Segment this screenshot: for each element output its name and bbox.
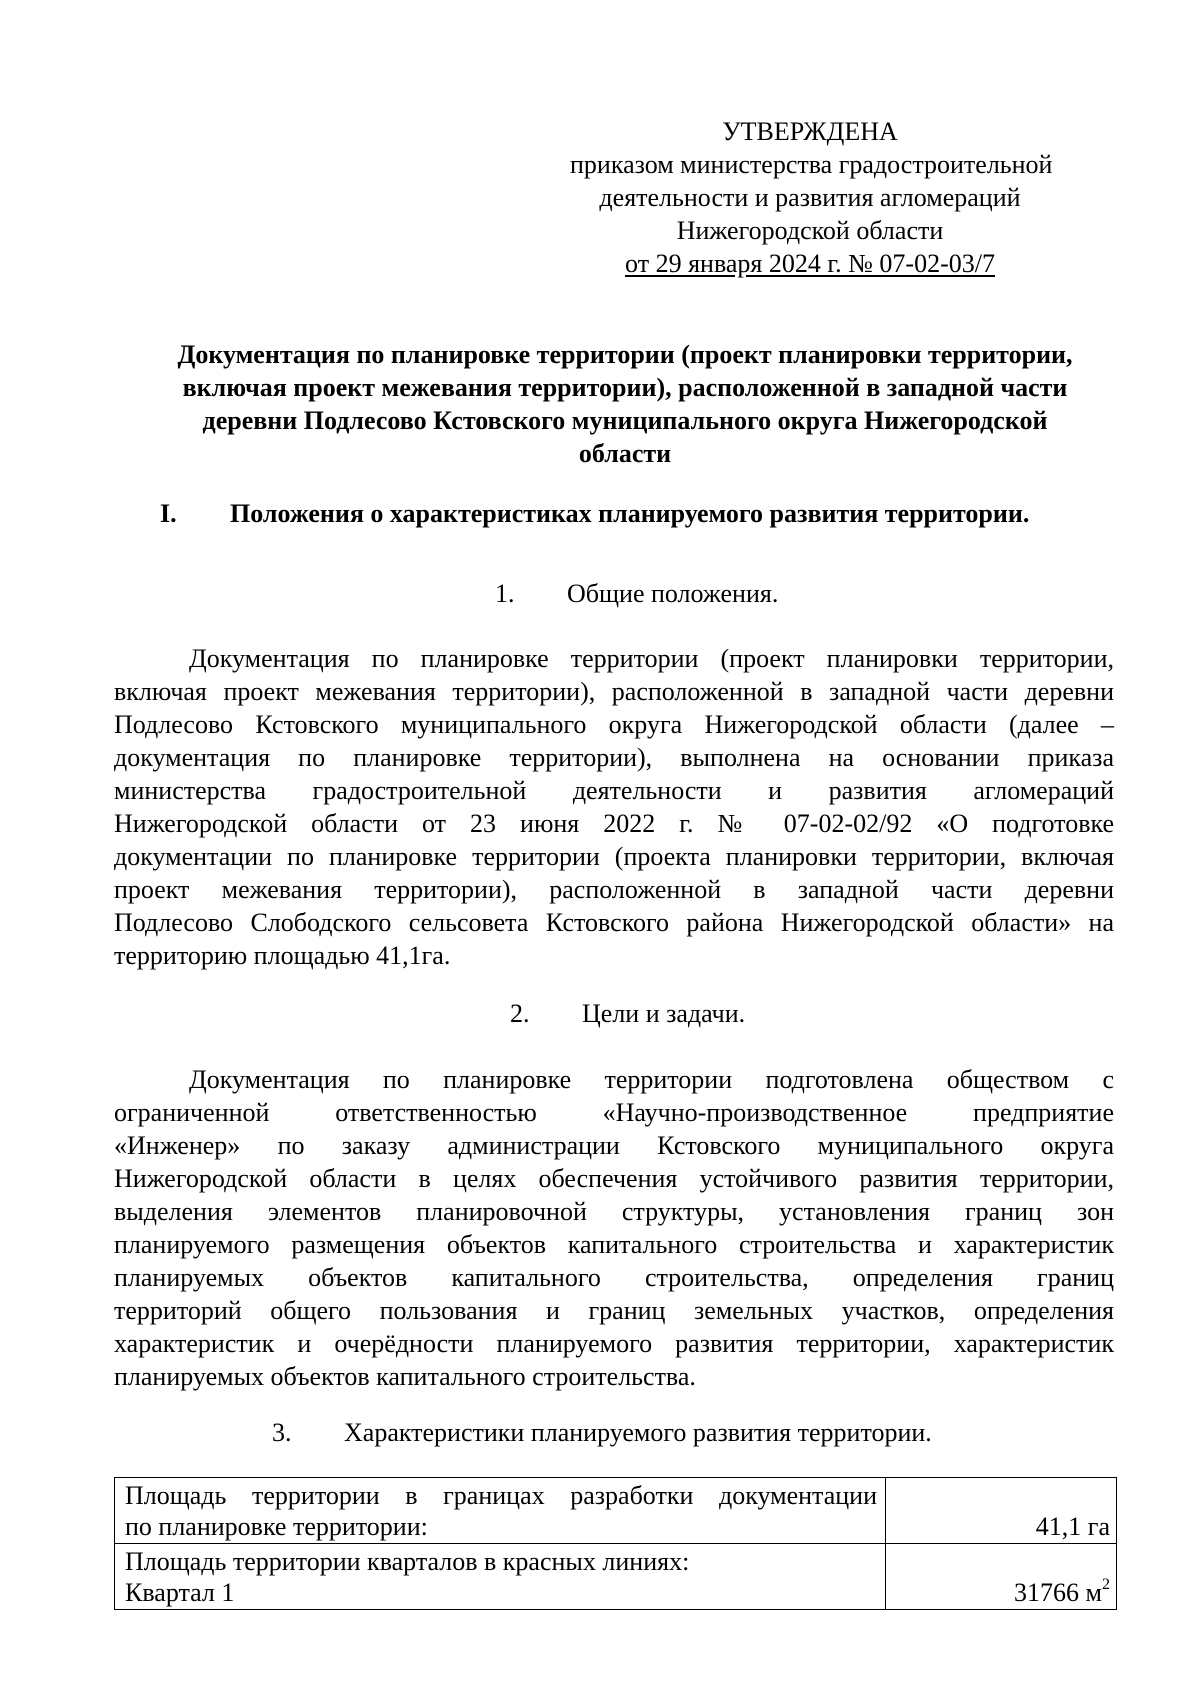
- subsection-title: Общие положения.: [567, 579, 779, 608]
- row-value: 31766 м: [1014, 1578, 1102, 1607]
- paragraph-line: Подлесово Слободского сельсовета Кстовского района Нижегородской области» на: [114, 908, 1114, 937]
- paragraph-line: включая проект межевания территории), расположенной в западной части деревни: [114, 677, 1114, 706]
- paragraph-line: «Инженер» по заказу администрации Кстовского муниципального округа: [114, 1131, 1114, 1160]
- subsection-title: Характеристики планируемого развития территории.: [344, 1418, 932, 1447]
- subsection-title: Цели и задачи.: [582, 999, 746, 1028]
- paragraph-line: выделения элементов планировочной структуры, установления границ зон: [114, 1197, 1114, 1226]
- row-label-line-1: Площадь территории в границах разработки документации: [125, 1481, 877, 1510]
- table-cell-value: [886, 1544, 1117, 1610]
- table-cell-value: [886, 1478, 1117, 1544]
- document-title-line-4: области: [578, 439, 672, 468]
- paragraph-general-provisions: [114, 642, 1114, 972]
- subsection-number: 2.: [510, 999, 530, 1028]
- paragraph-line: министерства градостроительной деятельности и развития агломераций: [114, 776, 1114, 805]
- paragraph-line: Нижегородской области в целях обеспечения устойчивого развития территории,: [114, 1164, 1114, 1193]
- document-title-line-1: Документация по планировке территории (проект планировки территории,: [177, 340, 1073, 369]
- table-row: [115, 1478, 1117, 1544]
- document-title-line-2: включая проект межевания территории), расположенной в западной части: [182, 373, 1068, 402]
- unit-superscript: 2: [1102, 1576, 1110, 1593]
- approval-title: УТВЕРЖДЕНА: [722, 117, 898, 146]
- paragraph-line: документация по планировке территории), выполнена на основании приказа: [114, 743, 1114, 772]
- paragraph-goals-objectives: [114, 1063, 1114, 1393]
- approval-line-2: деятельности и развития агломераций: [599, 183, 1021, 212]
- section-number: I.: [160, 499, 177, 528]
- paragraph-line: Документация по планировке территории (проект планировки территории,: [189, 644, 1114, 673]
- paragraph-line: ограниченной ответственностью «Научно-производственное предприятие: [114, 1098, 1114, 1127]
- approval-line-3: Нижегородской области: [676, 216, 944, 245]
- subsection-number: 3.: [272, 1418, 292, 1447]
- paragraph-line: планируемых объектов капитального строительства.: [114, 1362, 696, 1391]
- table-cell-label: [115, 1478, 886, 1544]
- document-title-line-3: деревни Подлесово Кстовского муниципального округа Нижегородской: [202, 406, 1048, 435]
- document-title: [125, 338, 1125, 470]
- paragraph-line: документации по планировке территории (проекта планировки территории, включая: [114, 842, 1114, 871]
- row-label-line-2: Квартал 1: [125, 1578, 235, 1607]
- row-value: 41,1 га: [1035, 1512, 1110, 1541]
- paragraph-line: территорию площадью 41,1га.: [114, 941, 451, 970]
- table-row: [115, 1544, 1117, 1610]
- paragraph-line: планируемых объектов капитального строительства, определения границ: [114, 1263, 1114, 1292]
- characteristics-table: [114, 1477, 1117, 1610]
- paragraph-line: планируемого размещения объектов капитального строительства и характеристик: [114, 1230, 1114, 1259]
- approval-stamp: [570, 115, 1053, 280]
- table-cell-label: [115, 1544, 886, 1610]
- paragraph-line: Документация по планировке территории подготовлена обществом с: [189, 1065, 1114, 1094]
- paragraph-line: проект межевания территории), расположенной в западной части деревни: [114, 875, 1114, 904]
- row-label-line-1: Площадь территории кварталов в красных линиях:: [125, 1547, 690, 1576]
- row-label-line-2: по планировке территории:: [125, 1512, 428, 1541]
- section-title: Положения о характеристиках планируемого развития территории.: [230, 499, 1030, 528]
- paragraph-line: Нижегородской области от 23 июня 2022 г. № 07-02-02/92 «О подготовке: [114, 809, 1114, 838]
- paragraph-line: территорий общего пользования и границ земельных участков, определения: [114, 1296, 1114, 1325]
- paragraph-line: Подлесово Кстовского муниципального округа Нижегородской области (далее –: [114, 710, 1114, 739]
- subsection-number: 1.: [495, 579, 515, 608]
- paragraph-line: характеристик и очерёдности планируемого развития территории, характеристик: [114, 1329, 1114, 1358]
- approval-line-1: приказом министерства градостроительной: [570, 150, 1053, 179]
- approval-order-date: от 29 января 2024 г. № 07-02-03/7: [625, 249, 995, 278]
